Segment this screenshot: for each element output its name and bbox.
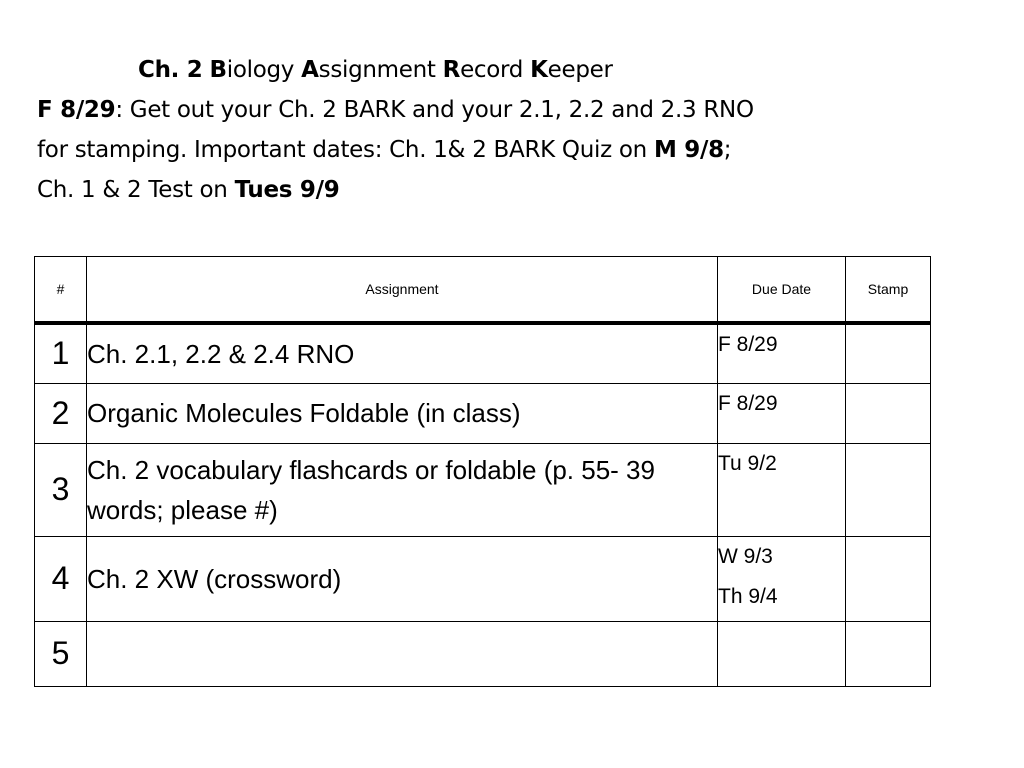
- stamp-cell: [846, 323, 931, 383]
- header-stamp: Stamp: [846, 257, 931, 324]
- page-heading: [37, 50, 977, 210]
- page-title: Ch. 2 Biology Assignment Record Keeper: [138, 57, 613, 83]
- due-date-cell: [718, 536, 846, 621]
- quiz-date: M 9/8: [653, 137, 724, 163]
- table-row: [35, 383, 931, 443]
- due-date: Tu 9/2: [718, 451, 777, 475]
- row-number: 4: [35, 536, 87, 621]
- header-due-date: Due Date: [718, 257, 846, 324]
- instructions-line-2: for stamping. Important dates: Ch. 1& 2 BARK Quiz on M 9/8;: [37, 137, 732, 163]
- assignment-table: [34, 256, 931, 687]
- assignment-cell: [87, 621, 718, 686]
- due-date: F 8/29: [718, 391, 778, 415]
- table-row: [35, 621, 931, 686]
- stamp-cell: [846, 536, 931, 621]
- table-row: [35, 443, 931, 536]
- table-row: [35, 536, 931, 621]
- assignment-cell: Ch. 2 XW (crossword): [87, 536, 718, 621]
- current-date: F 8/29: [37, 97, 116, 123]
- stamp-cell: [846, 383, 931, 443]
- header-number: #: [35, 257, 87, 324]
- assignment-cell: Organic Molecules Foldable (in class): [87, 383, 718, 443]
- stamp-cell: [846, 621, 931, 686]
- header-assignment: Assignment: [87, 257, 718, 324]
- instructions-line-3: Ch. 1 & 2 Test on Tues 9/9: [37, 177, 340, 203]
- due-date-cell: [718, 621, 846, 686]
- stamp-cell: [846, 443, 931, 536]
- assignment-cell: Ch. 2.1, 2.2 & 2.4 RNO: [87, 323, 718, 383]
- due-date-cell: [718, 443, 846, 536]
- table-row: [35, 323, 931, 383]
- table-header-row: [35, 257, 931, 324]
- row-number: 2: [35, 383, 87, 443]
- row-number: 5: [35, 621, 87, 686]
- due-date-cell: [718, 383, 846, 443]
- due-date: W 9/3: [718, 544, 773, 568]
- row-number: 3: [35, 443, 87, 536]
- due-date: F 8/29: [718, 333, 778, 356]
- instructions-line-1: F 8/29: Get out your Ch. 2 BARK and your 2.1, 2.2 and 2.3 RNO: [37, 97, 754, 123]
- due-date: Th 9/4: [718, 584, 778, 608]
- test-date: Tues 9/9: [234, 177, 340, 203]
- row-number: 1: [35, 323, 87, 383]
- assignment-cell: Ch. 2 vocabulary flashcards or foldable (p. 55- 39 words; please #): [87, 443, 718, 536]
- due-date-cell: [718, 323, 846, 383]
